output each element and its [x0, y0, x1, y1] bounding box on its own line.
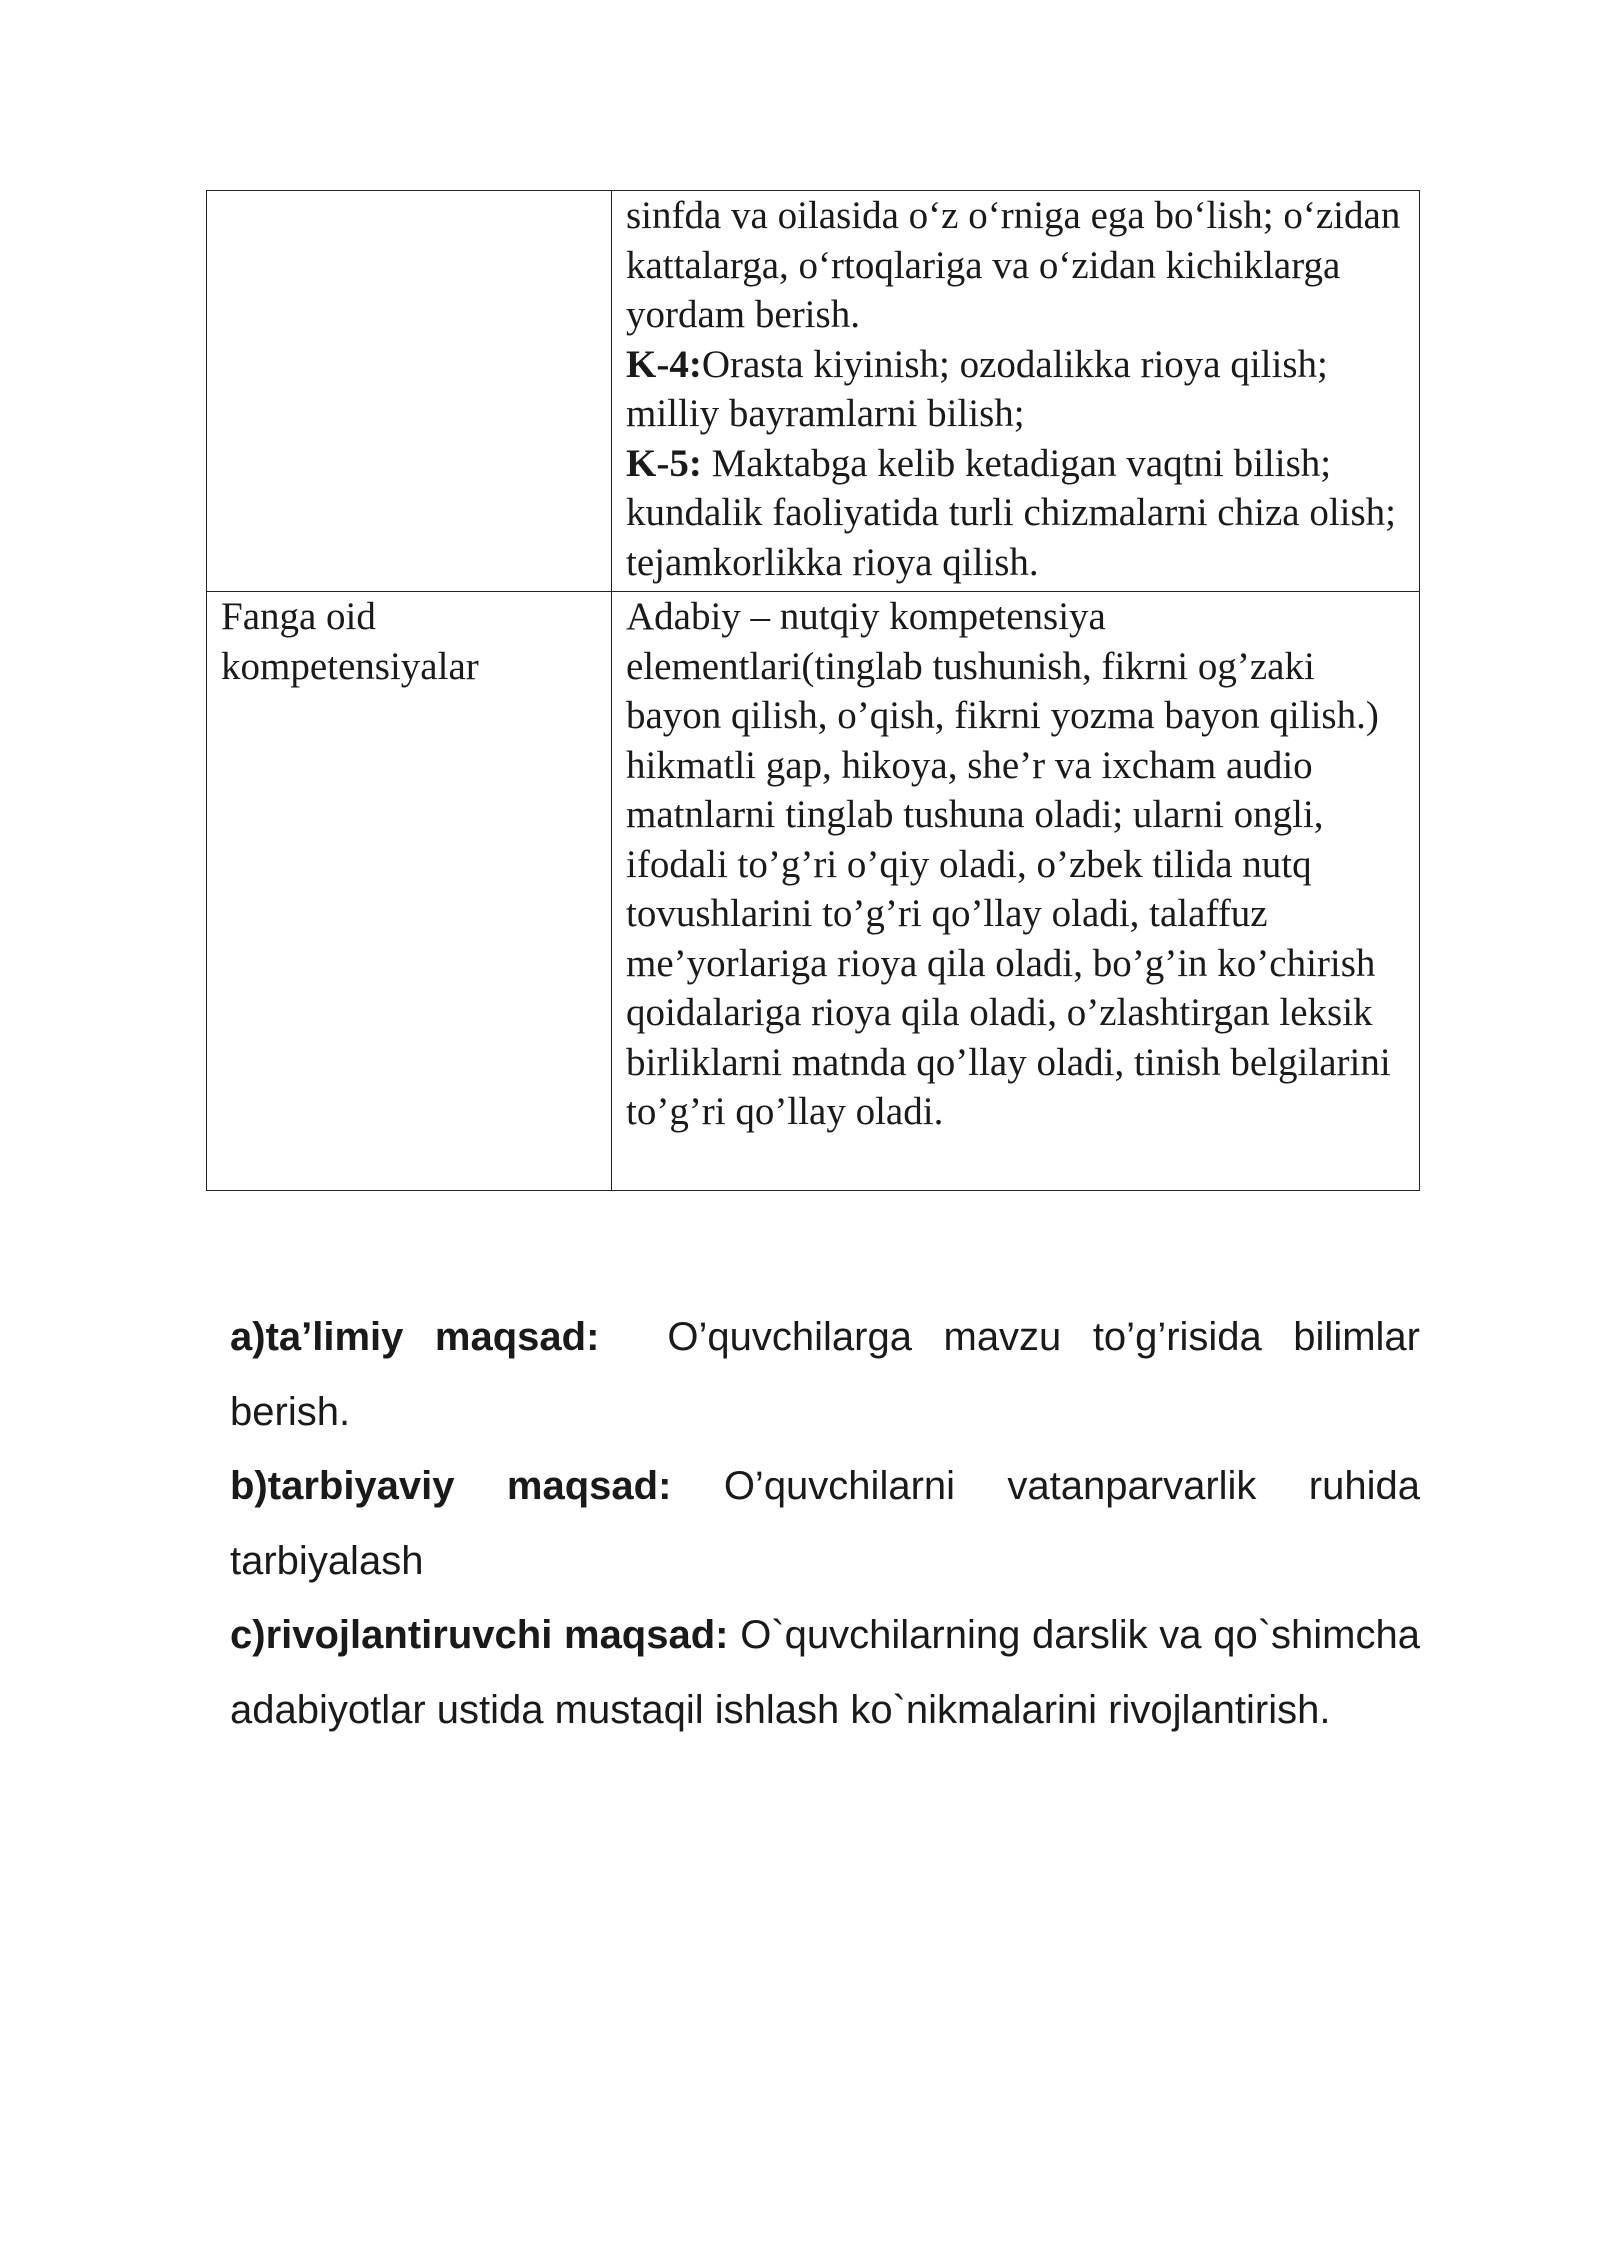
table-cell-subject-competencies-text: Adabiy – nutqiy kompetensiya elementlari(tinglab tushunish, fikrni og’zaki bayon qilish, o’qish, fikrni yozma bayon qilish.) hikmatli gap, hikoya, she’r va ixcham audio matnlarni tinglab tushuna oladi; ularni ongli, ifodali to’g’ri o’qiy oladi, o’zbek tilida nutq tovushlarini to’g’ri qo’llay oladi, talaffuz me’yorlariga rioya qila oladi, bo’g’in ko’chirish qoidalariga rioya qila oladi, o’zlashtirgan leksik birliklarni matnda qo’llay oladi, tinish belgilarini to’g’ri qo’llay oladi. — [612, 592, 1420, 1191]
k5-text: Maktabga kelib ketadigan vaqtni bilish; kundalik faoliyatida turli chizmalarni chiza olish; tejamkorlikka rioya qilish. — [626, 441, 1397, 584]
k5-label: K-5: — [626, 441, 702, 485]
objective-upbringing — [230, 1449, 1420, 1598]
objective-educational-label: a)ta’limiy maqsad: — [230, 1315, 600, 1359]
objective-developmental-text: O`quvchilarning darslik va qo`shimcha adabiyotlar ustida mustaqil ishlash ko`nikmalarini rivojlantirish. — [230, 1613, 1420, 1732]
k4-text: Orasta kiyinish; ozodalikka rioya qilish; milliy bayramlarni bilish; — [626, 342, 1328, 435]
cell-text-intro: sinfda va oilasida o‘z o‘rniga ega bo‘lish; o‘zidan kattalarga, o‘rtoqlariga va o‘zidan kichiklarga yordam berish. — [626, 194, 1401, 336]
objective-educational — [230, 1300, 1420, 1449]
objective-developmental-label: c)rivojlantiruvchi maqsad: — [230, 1613, 729, 1657]
objective-upbringing-text: O’quvchilarni vatanparvarlik ruhida tarbiyalash — [230, 1464, 1420, 1583]
k4-label: K-4: — [626, 342, 702, 386]
table-row — [207, 191, 1420, 592]
table-cell-empty — [207, 191, 612, 592]
table-cell-subject-competencies-label: Fanga oid kompetensiyalar — [207, 592, 612, 1191]
table-cell-personal-competencies — [612, 191, 1420, 592]
table-row — [207, 592, 1420, 1191]
cell-k4-block — [626, 340, 1407, 439]
objective-upbringing-label: b)tarbiyaviy maqsad: — [230, 1464, 672, 1508]
competency-table — [206, 190, 1420, 1191]
cell-k5-block — [626, 439, 1407, 588]
lesson-objectives — [230, 1300, 1420, 1747]
objective-educational-text: O’quvchilarga mavzu to’g’risida bilimlar berish. — [230, 1315, 1420, 1434]
objective-developmental — [230, 1598, 1420, 1747]
